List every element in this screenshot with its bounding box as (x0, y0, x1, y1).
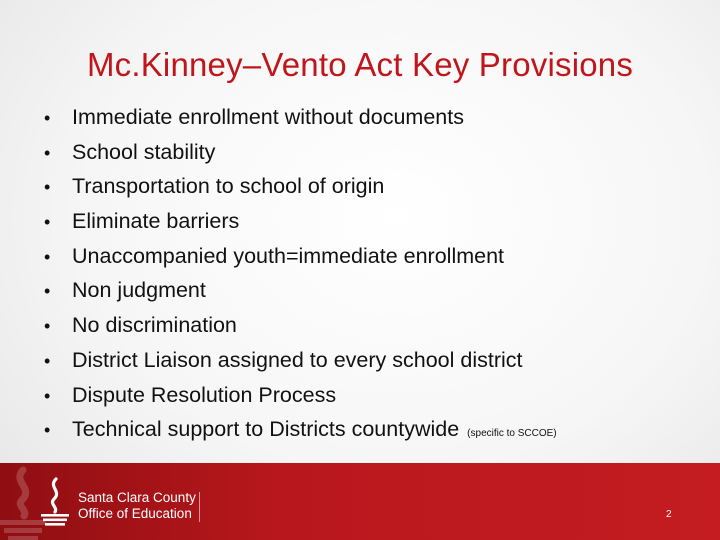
bullet-text: Unaccompanied youth=immediate enrollment (72, 243, 505, 268)
list-item (44, 105, 704, 140)
bullet-icon: • (44, 350, 51, 371)
bullet-icon: • (44, 142, 51, 163)
bullet-text: Technical support to Districts countywide (72, 417, 460, 442)
bullet-icon: • (44, 212, 51, 233)
bullet-text: Eliminate barriers (72, 209, 240, 234)
page-number: 2 (666, 509, 672, 520)
bullet-text: School stability (72, 139, 216, 164)
bullet-text: Non judgment (72, 278, 206, 303)
org-name-line-2: Office of Education (78, 506, 192, 521)
org-name-line-1: Santa Clara County (78, 490, 196, 505)
bullet-icon: • (44, 316, 51, 337)
bullet-text: Dispute Resolution Process (72, 382, 337, 407)
torch-flame-logo-icon (38, 477, 72, 527)
bullet-icon: • (44, 177, 51, 198)
list-item (44, 140, 704, 175)
bullet-text: Transportation to school of origin (72, 174, 385, 199)
bullet-icon: • (44, 281, 51, 302)
list-item (44, 417, 704, 452)
bullet-icon: • (44, 246, 51, 267)
list-item (44, 348, 704, 383)
org-name (78, 490, 196, 522)
bullet-text: Immediate enrollment without documents (72, 105, 464, 129)
bullet-text: No discrimination (72, 313, 237, 338)
bullet-list (44, 105, 704, 452)
list-item (44, 209, 704, 244)
list-item (44, 244, 704, 279)
bullet-text: District Liaison assigned to every school district (72, 347, 523, 372)
footer-divider (199, 492, 200, 522)
list-item (44, 383, 704, 418)
list-item (44, 313, 704, 348)
list-item (44, 174, 704, 209)
bullet-icon: • (44, 420, 51, 441)
bullet-note: (specific to SCCOE) (467, 428, 557, 440)
list-item (44, 278, 704, 313)
bullet-icon: • (44, 108, 51, 128)
bullet-icon: • (44, 385, 51, 406)
slide-title: Mc.Kinney–Vento Act Key Provisions (86, 46, 634, 83)
